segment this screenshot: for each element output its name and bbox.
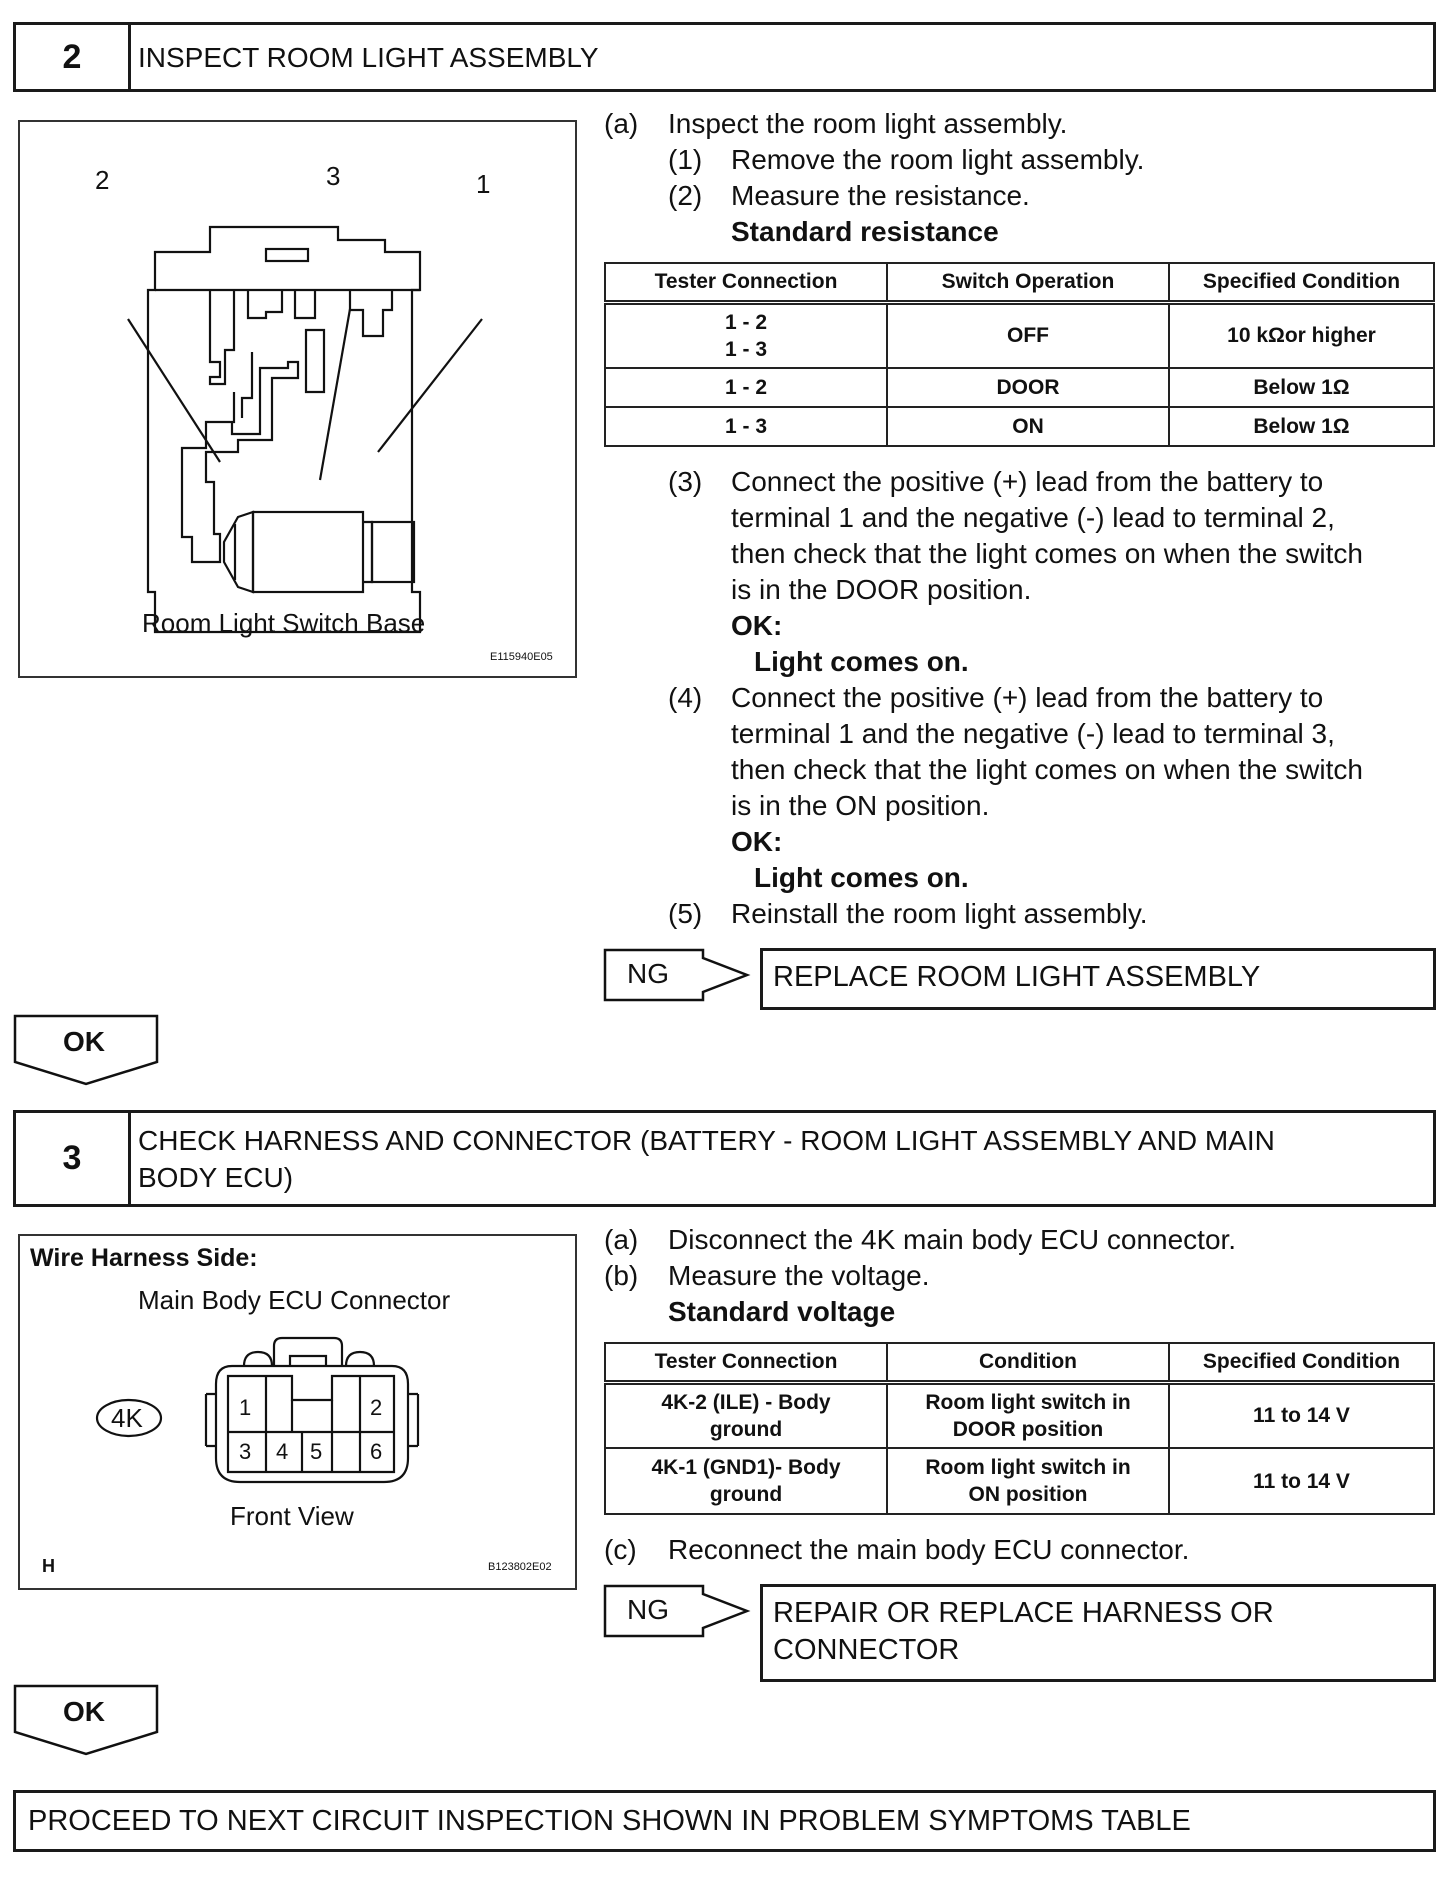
step2-s3-label: (3) (668, 466, 703, 497)
table-row (605, 1448, 1434, 1514)
pin-2: 2 (370, 1395, 383, 1420)
step2-s4-line-1: Connect the positive (+) lead from the battery to (731, 682, 1324, 713)
table-cell: Room light switch in DOOR position (887, 1382, 1169, 1448)
callout-1: 1 (476, 169, 491, 199)
final-instruction-box (13, 1790, 1436, 1852)
step-3-header (13, 1110, 1436, 1207)
pin-6: 6 (370, 1439, 383, 1464)
pin-3: 3 (239, 1439, 252, 1464)
ng-result-box (760, 1584, 1436, 1682)
ng-result-text: REPLACE ROOM LIGHT ASSEMBLY (773, 961, 1261, 993)
table-row (605, 302, 1434, 368)
ok-arrow (13, 1684, 159, 1756)
table-header: Tester Connection (605, 263, 887, 302)
table-cell: 11 to 14 V (1169, 1448, 1434, 1514)
step2-s4-label: (4) (668, 682, 703, 713)
table-cell: Below 1Ω (1169, 368, 1434, 407)
table-cell: 10 kΩor higher (1169, 302, 1434, 368)
step-2-header (13, 22, 1436, 92)
table-cell: 1 - 2 (605, 368, 887, 407)
step2-s3-line-1: Connect the positive (+) lead from the battery to (731, 466, 1324, 497)
table-cell: 1 - 2 1 - 3 (605, 302, 887, 368)
ng-label: NG (627, 1594, 669, 1625)
table-header: Condition (887, 1343, 1169, 1382)
step2-s1-label: (1) (668, 144, 703, 175)
table-header: Switch Operation (887, 263, 1169, 302)
ng-label: NG (627, 958, 669, 989)
step2-s3-line-2: terminal 1 and the negative (-) lead to terminal 2, (731, 502, 1335, 533)
table-cell: 1 - 3 (605, 407, 887, 446)
table-cell: 4K-1 (GND1)- Body ground (605, 1448, 887, 1514)
connector-title: Main Body ECU Connector (138, 1285, 451, 1315)
step2-s2-text: Measure the resistance. (731, 180, 1030, 211)
connector-id: 4K (111, 1403, 143, 1433)
wire-harness-side-label: Wire Harness Side: (30, 1244, 258, 1272)
callout-2: 2 (95, 165, 110, 195)
step2-s5-label: (5) (668, 898, 703, 929)
ng-result-line-2: CONNECTOR (773, 1634, 960, 1666)
table-row (605, 1382, 1434, 1448)
ng-arrow (603, 1584, 753, 1638)
ok-label: OK (63, 1026, 105, 1057)
ok-label: OK (63, 1696, 105, 1727)
step2-a-text: Inspect the room light assembly. (668, 108, 1068, 139)
table-header: Tester Connection (605, 1343, 887, 1382)
table-cell: Below 1Ω (1169, 407, 1434, 446)
step2-s1-text: Remove the room light assembly. (731, 144, 1145, 175)
figure-caption: Room Light Switch Base (142, 608, 426, 638)
ng-result-line-1: REPAIR OR REPLACE HARNESS OR (773, 1597, 1274, 1629)
step-3-title-line-2: BODY ECU) (138, 1161, 294, 1193)
step-3-title-line-1: CHECK HARNESS AND CONNECTOR (BATTERY - ROOM LIGHT ASSEMBLY AND MAIN (138, 1124, 1275, 1156)
pin-4: 4 (276, 1439, 289, 1464)
step2-s4-ok-label: OK: (731, 826, 783, 857)
step3-b-label: (b) (604, 1260, 639, 1291)
standard-resistance-title: Standard resistance (731, 216, 999, 247)
ng-arrow (603, 948, 753, 1002)
step2-s5-text: Reinstall the room light assembly. (731, 898, 1148, 929)
step2-s4-line-3: then check that the light comes on when the switch (731, 754, 1363, 785)
connector-diagram (20, 1236, 575, 1588)
table-cell: ON (887, 407, 1169, 446)
step2-s4-ok-text: Light comes on. (754, 862, 969, 893)
room-light-switch-figure (18, 120, 577, 678)
step3-c-text: Reconnect the main body ECU connector. (668, 1534, 1190, 1565)
step-3-number: 3 (16, 1113, 131, 1204)
step2-s3-line-4: is in the DOOR position. (731, 574, 1032, 605)
corner-label: H (42, 1556, 55, 1576)
step2-s3-ok-text: Light comes on. (754, 646, 969, 677)
callout-3: 3 (326, 161, 341, 191)
table-cell: Room light switch in ON position (887, 1448, 1169, 1514)
step3-a-label: (a) (604, 1224, 639, 1255)
table-cell: 11 to 14 V (1169, 1382, 1434, 1448)
step2-s2-label: (2) (668, 180, 703, 211)
table-header: Specified Condition (1169, 1343, 1434, 1382)
step-3-title (138, 1113, 1419, 1204)
ng-result-box (760, 948, 1436, 1010)
table-header: Specified Condition (1169, 263, 1434, 302)
front-view-label: Front View (230, 1501, 354, 1531)
step3-a-text: Disconnect the 4K main body ECU connector. (668, 1224, 1237, 1255)
standard-voltage-title: Standard voltage (668, 1296, 896, 1327)
figure-code: E115940E05 (490, 651, 553, 663)
table-cell: OFF (887, 302, 1169, 368)
step-2-number: 2 (16, 25, 131, 89)
table-cell: 4K-2 (ILE) - Body ground (605, 1382, 887, 1448)
pin-5: 5 (310, 1439, 323, 1464)
step2-s4-line-4: is in the ON position. (731, 790, 990, 821)
final-instruction-text: PROCEED TO NEXT CIRCUIT INSPECTION SHOWN IN PROBLEM SYMPTOMS TABLE (28, 1804, 1191, 1837)
resistance-table (604, 262, 1435, 447)
step3-c-label: (c) (604, 1534, 637, 1565)
voltage-table (604, 1342, 1435, 1515)
step-2-title: INSPECT ROOM LIGHT ASSEMBLY (138, 41, 599, 73)
step2-s4-line-2: terminal 1 and the negative (-) lead to terminal 3, (731, 718, 1335, 749)
table-row (605, 407, 1434, 446)
step2-s3-line-3: then check that the light comes on when the switch (731, 538, 1363, 569)
pin-1: 1 (239, 1395, 252, 1420)
ok-arrow (13, 1014, 159, 1086)
table-cell: DOOR (887, 368, 1169, 407)
step2-s3-ok-label: OK: (731, 610, 783, 641)
ecu-connector-figure (18, 1234, 577, 1590)
table-row (605, 368, 1434, 407)
step2-a-label: (a) (604, 108, 639, 139)
switch-base-diagram (20, 122, 575, 676)
figure-code: B123802E02 (488, 1561, 552, 1573)
step3-b-text: Measure the voltage. (668, 1260, 930, 1291)
